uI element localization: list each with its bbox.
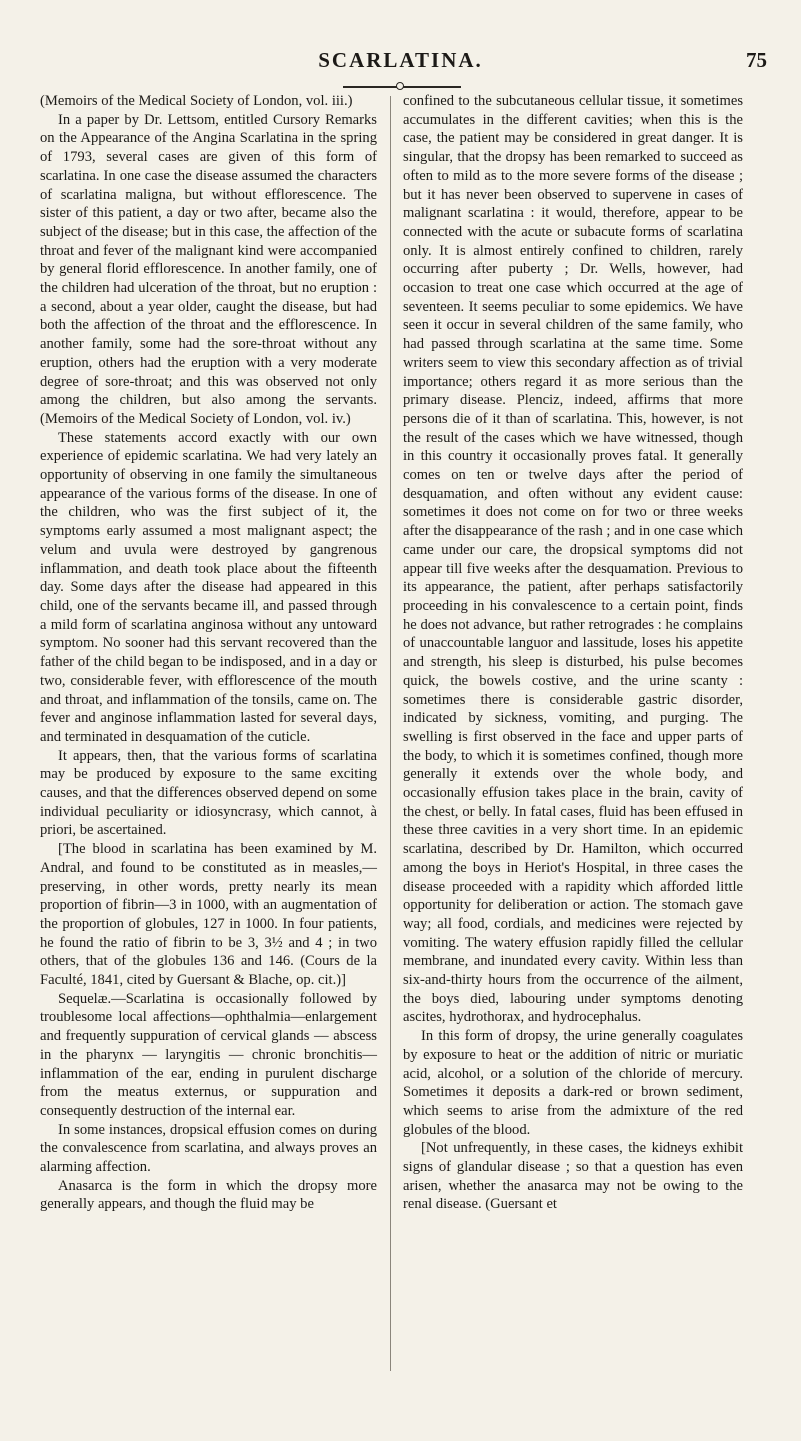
paragraph: In a paper by Dr. Lettsom, entitled Cursory Remarks on the Appearance of the Angina Scarlatina in the spring of 1793, several cases are given of this form of scarlatina. In one case the disease assumed the characters of scarlatina maligna, but without efflorescence. The sister of this patient, a day or two after, became also the subject of the disease; but in this case, the affection of the throat and fever of the malignant kind were accompanied by general florid efflorescence. In another family, one of the children had ulceration of the throat, but no eruption : a second, about a year older, caught the disease, but had both the affection of the throat and the efflorescence. In another family, some had the sore-throat without any eruption, others had the eruption with a very moderate degree of sore-throat; and this was observed not only among the children, but also among the servants. (Memoirs of the Medical Society of London, vol. iv.) bbox=[40, 111, 377, 427]
paragraph: [Not unfrequently, in these cases, the kidneys exhibit signs of glandular disease ; so that a question has even arisen, whether the anasarca may not be owing to the renal disease. (Guersant et bbox=[403, 1140, 743, 1213]
paragraph: It appears, then, that the various forms of scarlatina may be produced by exposure to the same exciting causes, and that the differences observed depend on some individual peculiarity or idiosyncrasy, which cannot, à priori, be ascertained. bbox=[40, 747, 377, 839]
column-divider bbox=[390, 96, 391, 1371]
paragraph: Anasarca is the form in which the dropsy more generally appears, and though the fluid may be bbox=[40, 1177, 377, 1213]
page-number: 75 bbox=[746, 48, 767, 72]
header-ornament-dot bbox=[396, 82, 404, 90]
running-head bbox=[0, 48, 801, 76]
paragraph: (Memoirs of the Medical Society of London, vol. iii.) bbox=[40, 93, 353, 109]
paragraph: These statements accord exactly with our own experience of epidemic scarlatina. We had very lately an opportunity of observing in one family the simultaneous appearance of the various forms of the disease. In one of the children, who was the first subject of it, the symptoms early assumed a most malignant aspect; the velum and uvula were destroyed by gangrenous inflammation, and death took place about the fifteenth day. Some days after the disease had appeared in this child, one of the servants became ill, and passed through a mild form of scarlatina anginosa without any untoward symptom. No sooner had this servant recovered than the father of the child began to be indisposed, and in a day or two, considerable fever, with efflorescence of the mouth and throat, and inflammation of the tonsils, came on. The fever and anginose inflammation lasted for several days, and terminated in desquamation of the cuticle. bbox=[40, 429, 377, 745]
right-column bbox=[403, 92, 743, 1214]
running-title: SCARLATINA. bbox=[318, 48, 483, 72]
paragraph: In this form of dropsy, the urine generally coagulates by exposure to heat or the addition of nitric or muriatic acid, alcohol, or a solution of the chloride of mercury. Sometimes it deposits a dark-red or brown sediment, which seems to arise from the admixture of the red globules of the blood. bbox=[403, 1028, 743, 1138]
left-column bbox=[40, 92, 377, 1214]
paragraph: In some instances, dropsical effusion comes on during the convalescence from scarlatina, and always proves an alarming affection. bbox=[40, 1121, 377, 1176]
paragraph: Sequelæ.—Scarlatina is occasionally followed by troublesome local affections—ophthalmia—enlargement and frequently suppuration of cervical glands — abscess in the pharynx — laryngitis — chronic bronchitis—inflammation of the ear, ending in purulent discharge from the meatus externus, or suppuration and consequently destruction of the internal ear. bbox=[40, 990, 377, 1119]
paragraph: [The blood in scarlatina has been examined by M. Andral, and found to be constituted as in measles,— preserving, in other words, pretty nearly its mean proportion of fibrin—3 in 1000, with an augmentation of the proportion of globules, 127 in 1000. In four patients, he found the ratio of fibrin to be 3, 3½ and 4 ; in two others, that of the globules 136 and 146. (Cours de la Faculté, 1841, cited by Guersant & Blache, op. cit.)] bbox=[40, 841, 377, 989]
paragraph: confined to the subcutaneous cellular tissue, it sometimes accumulates in the different cavities; when this is the case, the patient may be considered in great danger. It is singular, that the dropsy has been remarked to succeed as often to mild as to the more severe forms of the disease ; but it has never been observed to supervene in cases of malignant scarlatina : it would, therefore, appear to be connected with the acute or subacute forms of scarlatina only. It is almost entirely confined to children, rarely occurring after puberty ; Dr. Wells, however, had occasion to treat one case which occurred at the age of seventeen. It seems peculiar to some epidemics. We have seen it occur in several children of the same family, who had passed through scarlatina at the same time. Some writers seem to view this secondary affection as of trivial importance; others regard it as more serious than the primary disease. Plenciz, indeed, affirms that more persons die of it than of scarlatina. This, however, is not the result of the cases which we have witnessed, though in this country it occasionally proves fatal. It generally comes on ten or twelve days after the period of desquamation, and often without any evident cause: sometimes it does not come on for two or three weeks after the disappearance of the rash ; and in one case which came under our care, the dropsical symptoms did not appear till five weeks after the desquamation. Previous to its appearance, the patient, after perhaps satisfactorily proceeding in his convalescence to a certain point, finds he does not advance, but rather retrogrades : he complains of unaccountable languor and lassitude, loses his appetite and strength, his sleep is disturbed, his pulse becomes quick, the bowels costive, and the urine scanty : sometimes there is considerable gastric disorder, indicated by sickness, vomiting, and purging. The swelling is first observed in the face and upper parts of the body, to which it is sometimes confined, though more generally it extends over the whole body, and occasionally effusion takes place in the brain, cavity of the chest, or belly. In fatal cases, fluid has been effused in these three cavities in a very short time. In an epidemic scarlatina, described by Dr. Hamilton, which occurred among the boys in Heriot's Hospital, in three cases the disease proceeded with a rapidity which afforded little opportunity for deliberation or action. The stomach gave way; all food, cordials, and medicines were rejected by vomiting. The watery effusion rapidly filled the cellular membrane, and inundated every cavity. Within less than six-and-thirty hours from the occurrence of the ailment, the boys died, labouring under symptoms denoting ascites, hydrothorax, and hydrocephalus. bbox=[403, 93, 743, 1026]
